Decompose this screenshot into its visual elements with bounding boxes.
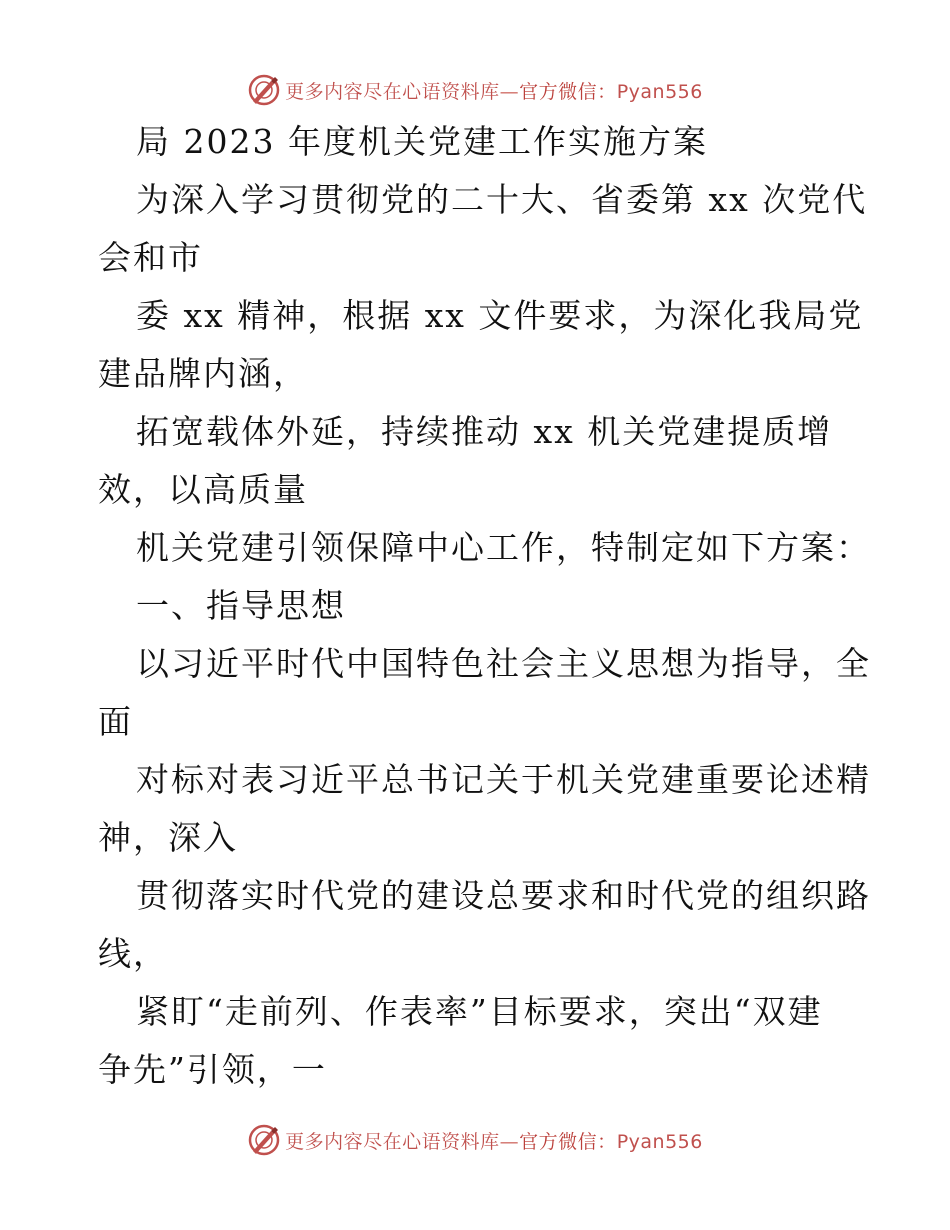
pen-circle-logo-icon xyxy=(247,1123,281,1157)
paragraph-line: 对标对表习近平总书记关于机关党建重要论述精 xyxy=(136,760,871,799)
section-heading: 一、指导思想 xyxy=(136,586,346,625)
paragraph-line: 会和市 xyxy=(98,238,203,277)
paragraph-line: 委 xx 精神，根据 xx 文件要求，为深化我局党 xyxy=(136,296,864,335)
document-title: 局 2023 年度机关党建工作实施方案 xyxy=(136,122,708,161)
paragraph-line: 以习近平时代中国特色社会主义思想为指导，全 xyxy=(136,644,871,683)
paragraph-line: 建品牌内涵， xyxy=(98,354,308,393)
paragraph-line: 机关党建引领保障中心工作，特制定如下方案： xyxy=(136,528,871,567)
brand-text: 更多内容尽在心语资料库 xyxy=(285,1130,500,1153)
paragraph-line: 效，以高质量 xyxy=(98,470,308,509)
pen-circle-logo-icon xyxy=(247,73,281,107)
header-banner xyxy=(0,70,950,110)
paragraph-line: 线， xyxy=(98,934,168,973)
banner-text xyxy=(285,1127,703,1154)
footer-banner xyxy=(0,1120,950,1160)
paragraph-line: 争先”引领，一 xyxy=(98,1050,327,1089)
official-label: 官方微信： xyxy=(519,80,617,103)
paragraph-line: 拓宽载体外延，持续推动 xx 机关党建提质增 xyxy=(136,412,833,451)
wechat-id: Pyan556 xyxy=(616,1130,703,1153)
paragraph-line: 为深入学习贯彻党的二十大、省委第 xx 次党代 xyxy=(136,180,868,219)
paragraph-line: 贯彻落实时代党的建设总要求和时代党的组织路 xyxy=(136,876,871,915)
official-label: 官方微信： xyxy=(519,1130,617,1153)
separator: — xyxy=(499,80,520,103)
banner-text xyxy=(285,77,703,104)
paragraph-line: 紧盯“走前列、作表率”目标要求，突出“双建 xyxy=(136,992,823,1031)
brand-text: 更多内容尽在心语资料库 xyxy=(285,80,500,103)
paragraph-line: 神，深入 xyxy=(98,818,238,857)
separator: — xyxy=(499,1130,520,1153)
wechat-id: Pyan556 xyxy=(616,80,703,103)
paragraph-line: 面 xyxy=(98,702,133,741)
